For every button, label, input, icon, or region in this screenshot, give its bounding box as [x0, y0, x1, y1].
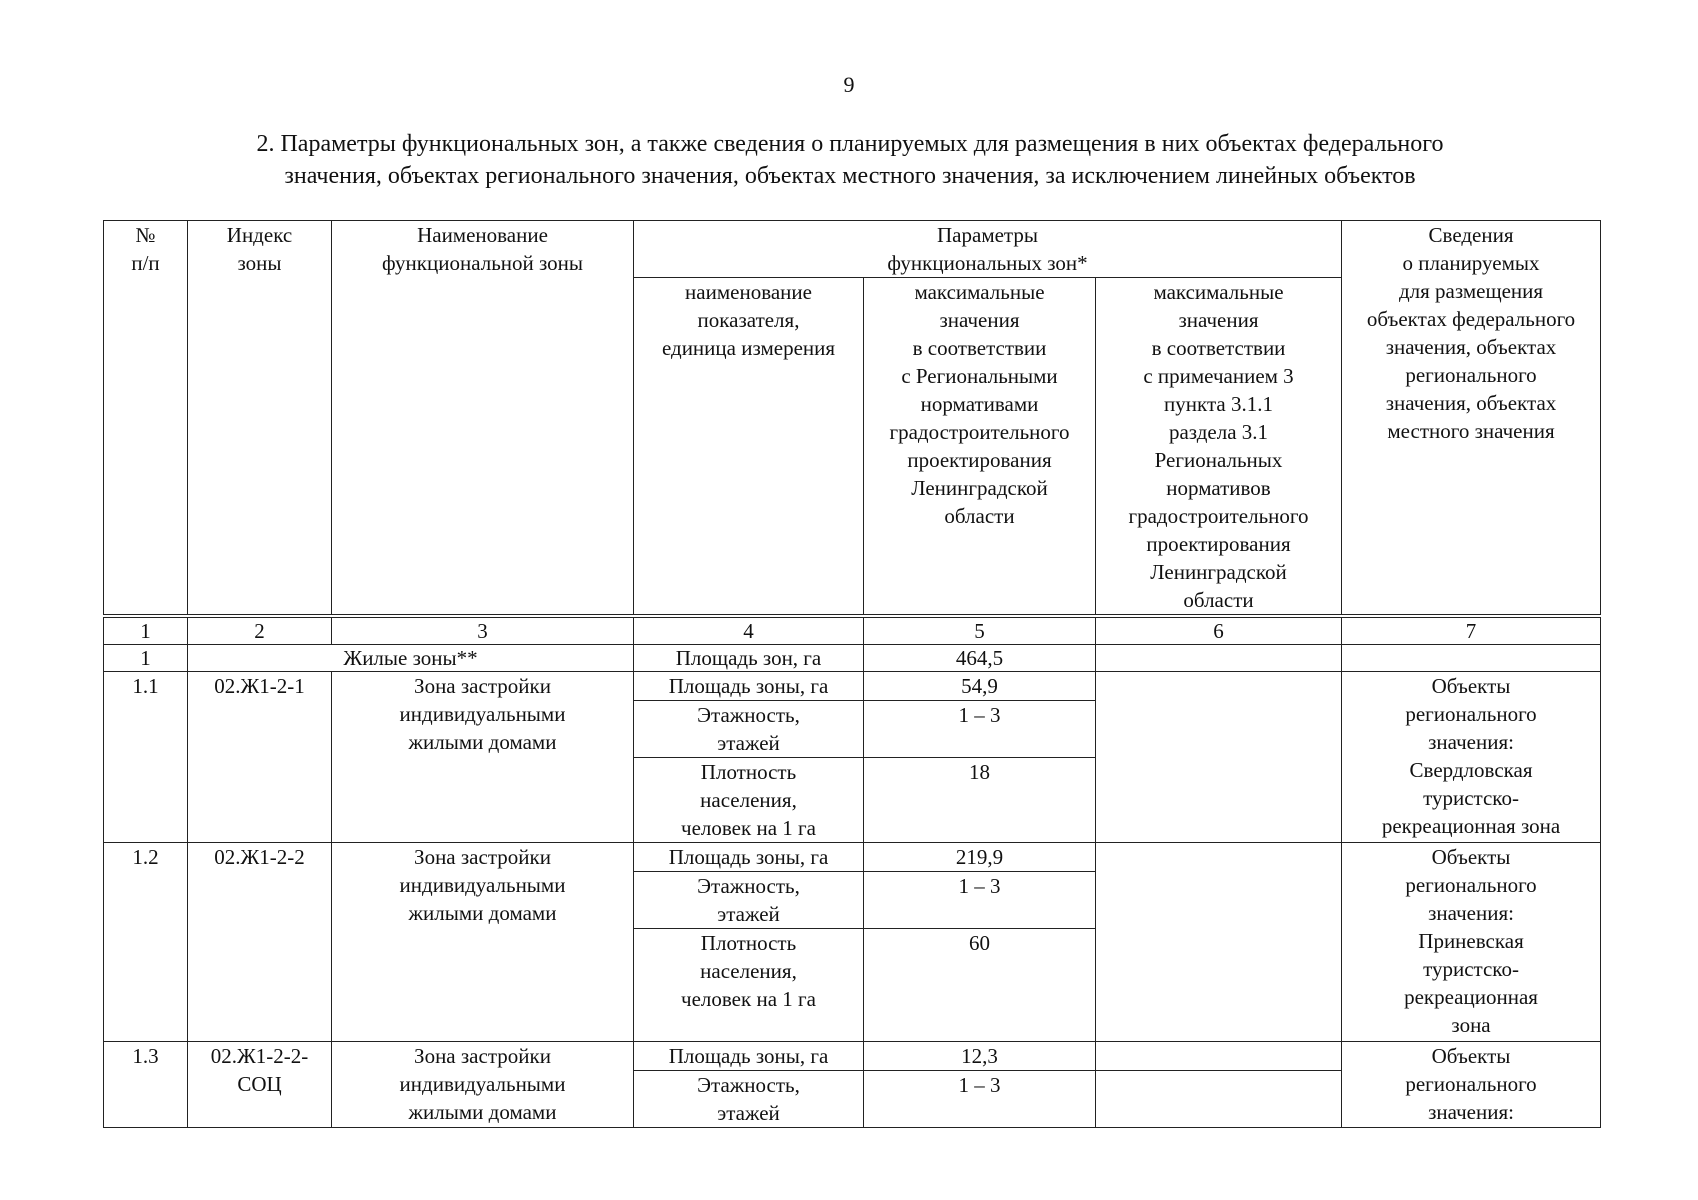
header-col-name: Наименование функциональной зоны	[332, 221, 634, 615]
param-indicator: Плотность населения, человек на 1 га	[634, 929, 864, 1042]
header-col-no: № п/п	[104, 221, 188, 615]
empty-cell	[1096, 1071, 1342, 1128]
row-number: 1	[104, 645, 188, 672]
param-value: 60	[864, 929, 1096, 1042]
param-indicator: Площадь зоны, га	[634, 1042, 864, 1071]
header-sub-max-note: максимальные значения в соответствии с примечанием 3 пункта 3.1.1 раздела 3.1 Региональных нормативов градостроительного проектирования Ленинградской области	[1096, 278, 1342, 615]
zone-group-name: Жилые зоны**	[188, 645, 634, 672]
header-col-objects: Сведения о планируемых для размещения объектах федерального значения, объектах регионального значения, объектах местного значения	[1342, 221, 1601, 615]
empty-cell	[1096, 1042, 1342, 1071]
param-value: 18	[864, 758, 1096, 843]
param-value: 1 – 3	[864, 872, 1096, 929]
zone-name: Зона застройки индивидуальными жилыми домами	[332, 843, 634, 1042]
param-indicator: Этажность, этажей	[634, 701, 864, 758]
param-value: 464,5	[864, 645, 1096, 672]
zone-index: 02.Ж1-2-1	[188, 672, 332, 843]
header-sub-indicator: наименование показателя, единица измерения	[634, 278, 864, 615]
section-title-line-2: значения, объектах регионального значения, объектах местного значения, за исключением линейных объектов	[284, 163, 1416, 189]
column-number: 6	[1096, 618, 1342, 645]
header-col-index: Индекс зоны	[188, 221, 332, 615]
table-row	[104, 672, 1601, 701]
page-number: 9	[843, 72, 855, 97]
param-indicator: Плотность населения, человек на 1 га	[634, 758, 864, 843]
empty-cell	[1096, 645, 1342, 672]
table-row	[104, 1042, 1601, 1071]
zone-index: 02.Ж1-2-2- СОЦ	[188, 1042, 332, 1128]
param-indicator: Этажность, этажей	[634, 1071, 864, 1128]
column-number: 3	[332, 618, 634, 645]
empty-cell	[1096, 843, 1342, 1042]
param-indicator: Площадь зон, га	[634, 645, 864, 672]
section-title	[100, 128, 1600, 192]
column-number: 1	[104, 618, 188, 645]
param-indicator: Площадь зоны, га	[634, 672, 864, 701]
row-number: 1.3	[104, 1042, 188, 1128]
column-number: 4	[634, 618, 864, 645]
param-value: 12,3	[864, 1042, 1096, 1071]
zone-name: Зона застройки индивидуальными жилыми домами	[332, 672, 634, 843]
param-value: 1 – 3	[864, 1071, 1096, 1128]
planned-objects: Объекты регионального значения: Приневская туристско- рекреационная зона	[1342, 843, 1601, 1042]
header-col-params: Параметры функциональных зон*	[634, 221, 1342, 278]
summary-row	[104, 645, 1601, 672]
planned-objects: Объекты регионального значения: Свердловская туристско- рекреационная зона	[1342, 672, 1601, 843]
empty-cell	[1342, 645, 1601, 672]
zone-name: Зона застройки индивидуальными жилыми домами	[332, 1042, 634, 1128]
empty-cell	[1096, 672, 1342, 843]
column-number: 7	[1342, 618, 1601, 645]
column-number: 2	[188, 618, 332, 645]
param-value: 219,9	[864, 843, 1096, 872]
column-number: 5	[864, 618, 1096, 645]
planned-objects: Объекты регионального значения:	[1342, 1042, 1601, 1128]
header-sub-max-regional: максимальные значения в соответствии с Региональными нормативами градостроительного проектирования Ленинградской области	[864, 278, 1096, 615]
param-indicator: Площадь зоны, га	[634, 843, 864, 872]
row-number: 1.2	[104, 843, 188, 1042]
section-title-line-1: 2. Параметры функциональных зон, а также сведения о планируемых для размещения в них объектах федерального	[256, 131, 1444, 157]
zone-index: 02.Ж1-2-2	[188, 843, 332, 1042]
header-row-1	[104, 221, 1601, 278]
column-numbers-row	[104, 618, 1601, 645]
param-value: 54,9	[864, 672, 1096, 701]
table-row	[104, 843, 1601, 872]
param-indicator: Этажность, этажей	[634, 872, 864, 929]
param-value: 1 – 3	[864, 701, 1096, 758]
functional-zones-table	[103, 220, 1601, 1128]
row-number: 1.1	[104, 672, 188, 843]
